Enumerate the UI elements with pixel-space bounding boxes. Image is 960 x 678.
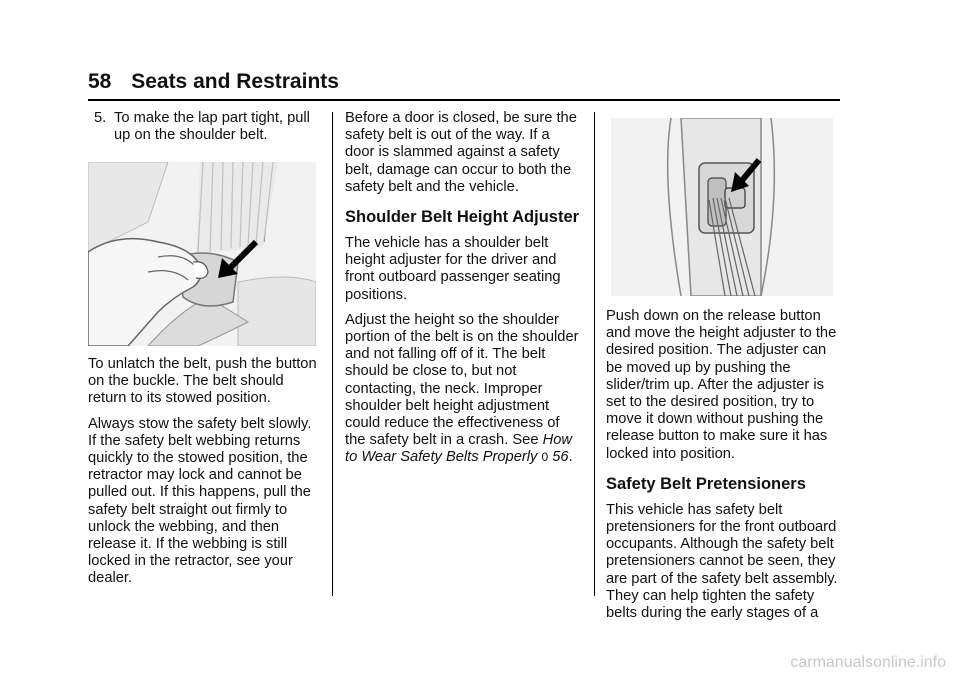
paragraph-text: Adjust the height so the shoulder portion of the belt is on the shoulder and not falling off of it. The belt should be close to, but not contacting, the neck. Improper shoulder belt height adjustment could reduce the effectiveness of the safety belt in a crash. See bbox=[345, 311, 579, 449]
paragraph: The vehicle has a shoulder belt height adjuster for the driver and front outboard passenger seating positions. bbox=[345, 235, 561, 303]
page-number: 58 bbox=[88, 70, 112, 93]
page-reference[interactable]: 56 bbox=[552, 449, 569, 466]
header-rule bbox=[88, 99, 840, 101]
column-1-body bbox=[88, 356, 320, 596]
paragraph: Push down on the release button and move the height adjuster to the desired position. The adjuster can be moved up by pushing the slider/trim up. After the adjuster is set to the desired position, try to move it down without pushing the release button to make sure it has locked into position. bbox=[606, 308, 837, 462]
section-heading: Safety Belt Pretensioners bbox=[606, 474, 806, 493]
step-5 bbox=[88, 110, 320, 144]
paragraph: To unlatch the belt, push the button on the buckle. The belt should return to its stowed position. bbox=[88, 356, 317, 407]
paragraph: Before a door is closed, be sure the safety belt is out of the way. If a door is slammed against a safety belt, damage can occur to both the safety belt and the vehicle. bbox=[345, 110, 577, 195]
page-reference-icon: 0 bbox=[541, 450, 549, 465]
watermark: carmanualsonline.info bbox=[790, 654, 946, 671]
height-adjuster-illustration bbox=[611, 118, 833, 296]
column-3 bbox=[606, 308, 840, 630]
paragraph: This vehicle has safety belt pretensioners for the front outboard occupants. Although the safety belt pretensioners cannot be seen, they are part of the safety belt assembly. They can help tighten the safety belts during the early stages of a bbox=[606, 501, 838, 622]
page-header bbox=[88, 70, 339, 94]
column-divider bbox=[332, 112, 333, 596]
column-1 bbox=[88, 110, 320, 152]
punctuation: . bbox=[568, 449, 573, 466]
paragraph bbox=[345, 312, 581, 467]
paragraph: Always stow the safety belt slowly. If the safety belt webbing returns quickly to the stowed position, the retractor may lock and cannot be pulled out. If this happens, pull the safety belt straight out firmly to unlock the webbing, and then release it. If the webbing is still locked in the retractor, see your dealer. bbox=[88, 415, 312, 587]
step-text: To make the lap part tight, pull up on the shoulder belt. bbox=[114, 110, 310, 144]
column-divider bbox=[594, 112, 595, 596]
buckle-release-illustration bbox=[88, 162, 316, 346]
cross-reference-link[interactable]: How to Wear Safety Belts Properly bbox=[345, 432, 572, 466]
column-2 bbox=[345, 110, 581, 475]
section-title: Seats and Restraints bbox=[131, 70, 339, 93]
section-heading: Shoulder Belt Height Adjuster bbox=[345, 208, 580, 227]
step-number: 5. bbox=[94, 110, 107, 126]
